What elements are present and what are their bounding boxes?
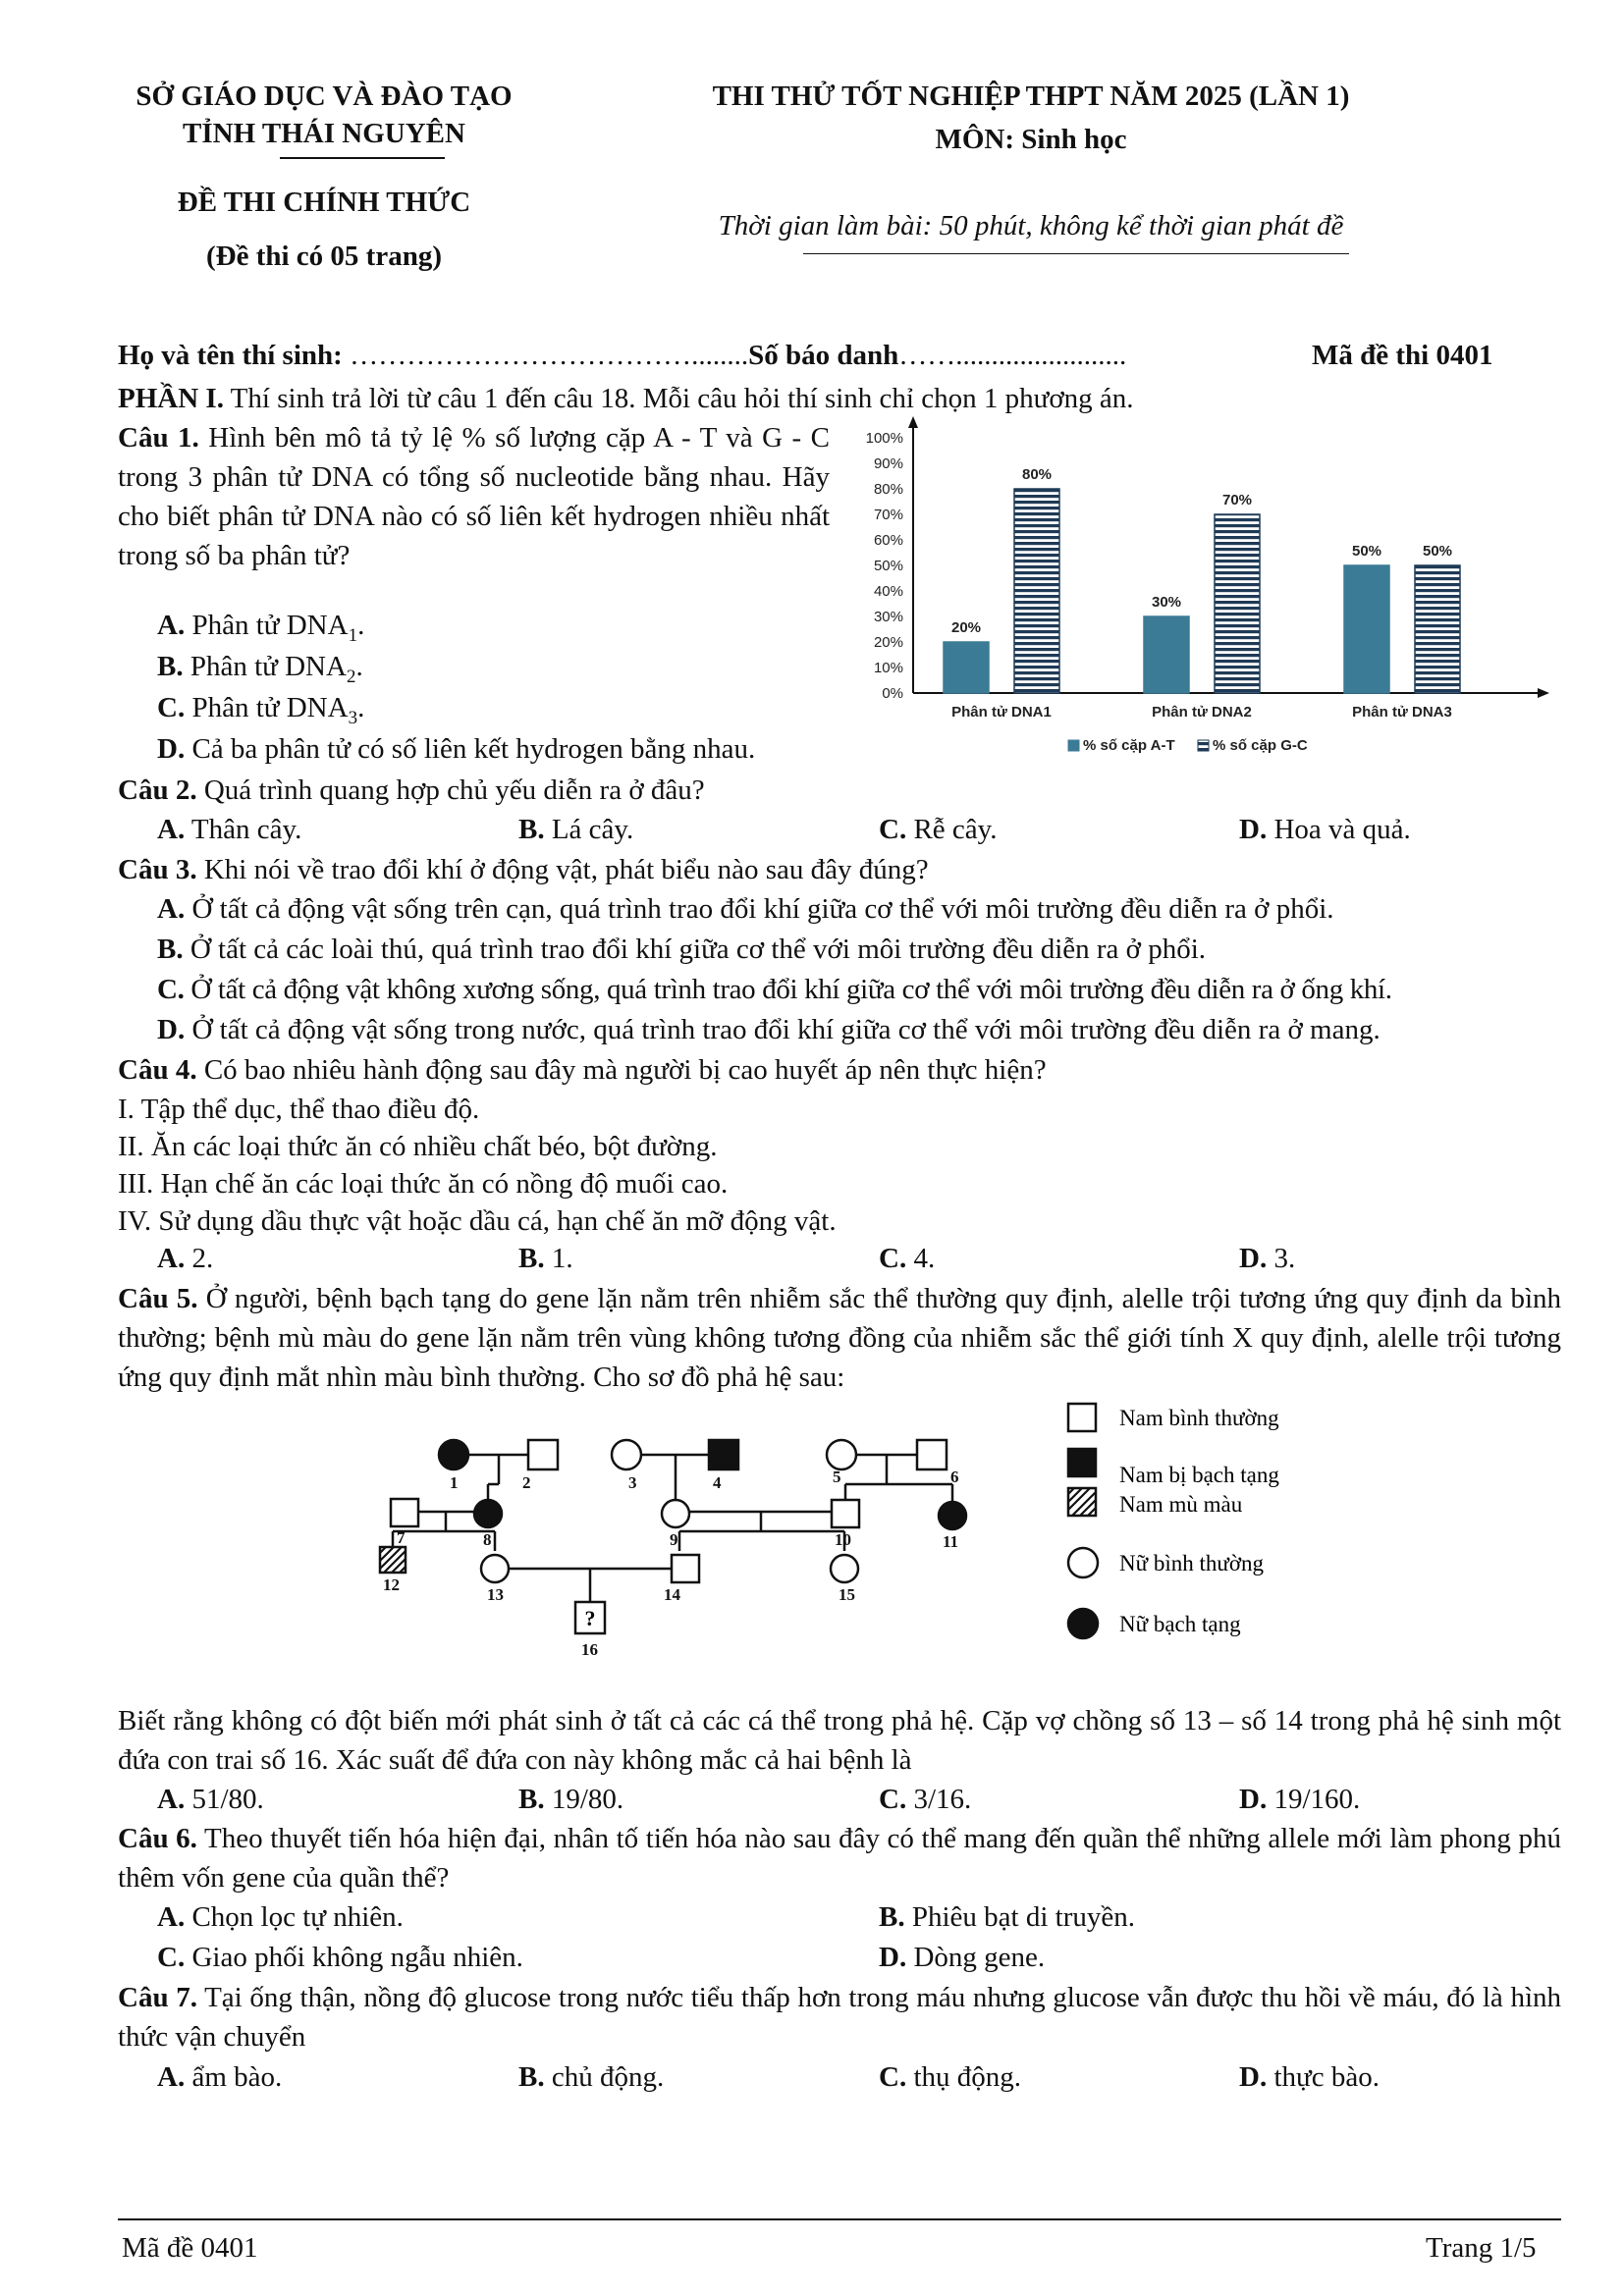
pedigree-individual-5: [827, 1440, 856, 1469]
q1-option-d: D. Cả ba phân tử có số liên kết hydrogen bằng nhau.: [157, 733, 756, 765]
y-tick-label: 0%: [882, 685, 903, 702]
label-11: 11: [943, 1532, 959, 1551]
q3-option-b: B. Ở tất cả các loài thú, quá trình trao đổi khí giữa cơ thể với môi trường đều diễn ra ở phổi.: [157, 934, 1207, 965]
legend-label: % số cặp A-T: [1083, 737, 1175, 754]
bar-value-label: 50%: [1422, 543, 1453, 560]
pedigree-individual-11: [939, 1502, 966, 1529]
q1-option-c: C. Phân tử $DNA_3$.: [157, 692, 365, 728]
label-4: 4: [713, 1473, 722, 1492]
legend-swatch: [1068, 740, 1079, 751]
question-7: Câu 7. Tại ống thận, nồng độ glucose trong nước tiểu thấp hơn trong máu nhưng glucose vẫn được thu hồi về máu, đó là hình thức vận chuyển: [118, 1982, 1561, 2053]
department-name: SỞ GIÁO DỤC VÀ ĐÀO TẠO: [135, 80, 513, 112]
q2-option-b: B. Lá cây.: [518, 814, 634, 845]
pedigree-individual-3: [612, 1440, 641, 1469]
label-5: 5: [833, 1468, 841, 1486]
pedigree-individual-1: [439, 1440, 468, 1469]
pedigree-individual-14: [672, 1555, 699, 1582]
page-count-note: (Đề thi có 05 trang): [205, 240, 442, 272]
q7-option-b: B. chủ động.: [518, 2061, 665, 2093]
label-7: 7: [397, 1528, 406, 1547]
chart-bar: [1415, 565, 1460, 693]
q1-option-b: B. Phân tử $DNA_2$.: [157, 651, 363, 687]
q5-option-c: C. 3/16.: [879, 1784, 972, 1815]
pedigree-chart: [363, 1394, 1306, 1688]
question-5: Câu 5. Ở người, bệnh bạch tạng do gene lặn nằm trên nhiễm sắc thể thường quy định, alelle trội tương ứng quy định da bình thường; bệnh mù màu do gene lặn nằm trên vùng không tương đồng của nhiễm sắc thể giới tính X quy định, alelle trội tương ứng quy định mắt nhìn màu bình thường. Cho sơ đồ phả hệ sau:: [118, 1283, 1562, 1393]
y-tick-label: 10%: [873, 660, 903, 676]
time-note: Thời gian làm bài: 50 phút, không kể thời gian phát đề: [718, 210, 1344, 241]
q7-option-a: A. ẩm bào.: [157, 2061, 283, 2093]
label-8: 8: [483, 1530, 492, 1549]
bar-value-label: 70%: [1221, 492, 1253, 508]
bar-value-label: 20%: [950, 619, 982, 636]
pedigree-individual-8: [474, 1500, 502, 1527]
label-3: 3: [628, 1473, 637, 1492]
province-name: TỈNH THÁI NGUYÊN: [183, 118, 465, 149]
question-2: Câu 2. Quá trình quang hợp chủ yếu diễn ra ở đâu?: [118, 774, 705, 806]
y-axis-arrow: [908, 416, 918, 428]
pedigree-individual-13: [481, 1555, 509, 1582]
q5-option-d: D. 19/160.: [1239, 1784, 1361, 1815]
legend-albino-female: Nữ bạch tạng: [1119, 1612, 1241, 1636]
x-category-label: Phân tử DNA2: [1152, 704, 1252, 721]
question-4: Câu 4. Có bao nhiêu hành động sau đây mà người bị cao huyết áp nên thực hiện?: [118, 1054, 1047, 1086]
label-1: 1: [450, 1473, 459, 1492]
y-tick-label: 40%: [873, 583, 903, 600]
y-tick-label: 60%: [873, 532, 903, 549]
footer-page-number: Trang 1/5: [1426, 2232, 1537, 2264]
q4-statement-1: I. Tập thể dục, thể thao điều độ.: [118, 1094, 480, 1125]
pedigree-individual-7: [391, 1499, 418, 1526]
q6-option-d: D. Dòng gene.: [879, 1942, 1046, 1973]
question-1: [118, 418, 830, 575]
unknown-mark: ?: [584, 1606, 596, 1630]
q4-option-b: B. 1.: [518, 1243, 573, 1274]
legend-swatch: [1198, 740, 1209, 751]
candidate-number-field: ……........................: [898, 340, 1127, 371]
q3-option-d: D. Ở tất cả động vật sống trong nước, quá trình trao đổi khí giữa cơ thể với môi trường đều diễn ra ở mang.: [157, 1014, 1380, 1045]
q2-option-a: A. Thân cây.: [157, 814, 302, 845]
x-axis-arrow: [1538, 688, 1549, 698]
bar-value-label: 50%: [1351, 543, 1382, 560]
chart-bar: [944, 642, 989, 693]
header-right-underline: [803, 253, 1349, 254]
q4-statement-3: III. Hạn chế ăn các loại thức ăn có nồng độ muối cao.: [118, 1168, 729, 1200]
legend-normal-female-icon: [1068, 1548, 1098, 1577]
label-14: 14: [664, 1585, 680, 1604]
q4-option-d: D. 3.: [1239, 1243, 1296, 1274]
legend-albino-male: Nam bị bạch tạng: [1119, 1463, 1279, 1487]
candidate-name-field: ………………………………........: [342, 340, 749, 371]
candidate-name-label: Họ và tên thí sinh:: [118, 340, 343, 371]
question-3: Câu 3. Khi nói về trao đổi khí ở động vật, phát biểu nào sau đây đúng?: [118, 854, 929, 885]
q7-option-c: C. thụ động.: [879, 2061, 1022, 2093]
q3-option-c: C. Ở tất cả động vật không xương sống, quá trình trao đổi khí giữa cơ thể với môi trường đều diễn ra ở ống khí.: [157, 974, 1392, 1005]
chart-bar: [1215, 514, 1260, 693]
legend-normal-male: Nam bình thường: [1119, 1406, 1279, 1430]
q2-option-d: D. Hoa và quả.: [1239, 814, 1411, 845]
exam-code: Mã đề thi 0401: [1312, 340, 1493, 371]
legend-colorblind-male: Nam mù màu: [1119, 1492, 1243, 1517]
dna-base-pair-chart: [854, 412, 1561, 766]
y-tick-label: 30%: [873, 609, 903, 625]
chart-bar: [1344, 565, 1389, 693]
y-tick-label: 90%: [873, 455, 903, 472]
part1-instruction: PHẦN I. Thí sinh trả lời từ câu 1 đến câu 18. Mỗi câu hỏi thí sinh chỉ chọn 1 phương án.: [118, 383, 1134, 414]
q6-option-c: C. Giao phối không ngẫu nhiên.: [157, 1942, 523, 1973]
y-tick-label: 50%: [873, 558, 903, 574]
x-category-label: Phân tử DNA3: [1352, 704, 1452, 721]
legend-normal-female: Nữ bình thường: [1119, 1551, 1264, 1575]
chart-bar: [1144, 616, 1189, 693]
pedigree-individual-10: [832, 1500, 859, 1527]
q6-option-b: B. Phiêu bạt di truyền.: [879, 1901, 1135, 1933]
q6-option-a: A. Chọn lọc tự nhiên.: [157, 1901, 404, 1933]
chart-bar: [1014, 489, 1059, 693]
q7-option-d: D. thực bào.: [1239, 2061, 1380, 2093]
q4-option-a: A. 2.: [157, 1243, 214, 1274]
pedigree-individual-12: [380, 1547, 406, 1573]
q5-option-a: A. 51/80.: [157, 1784, 264, 1815]
exam-title: THI THỬ TỐT NGHIỆP THPT NĂM 2025 (LẦN 1): [712, 80, 1350, 112]
pedigree-individual-6: [917, 1440, 947, 1469]
header-left-underline: [280, 157, 445, 159]
part1-title: PHẦN I.: [118, 383, 224, 414]
y-tick-label: 20%: [873, 634, 903, 651]
question-1-text: Hình bên mô tả tỷ lệ % số lượng cặp A - T và G - C trong 3 phân tử DNA có tổng số nucleotide bằng nhau. Hãy cho biết phân tử DNA nào có số liên kết hydrogen nhiều nhất trong số ba phân tử?: [118, 422, 830, 571]
bar-value-label: 30%: [1151, 594, 1182, 611]
label-13: 13: [487, 1585, 504, 1604]
q4-statement-2: II. Ăn các loại thức ăn có nhiều chất béo, bột đường.: [118, 1131, 718, 1162]
pedigree-individual-9: [662, 1500, 689, 1527]
q1-option-a: A. Phân tử $DNA_1$.: [157, 610, 365, 646]
pedigree-individual-15: [831, 1555, 858, 1582]
q4-statement-4: IV. Sử dụng dầu thực vật hoặc dầu cá, hạn chế ăn mỡ động vật.: [118, 1205, 837, 1237]
label-15: 15: [839, 1585, 855, 1604]
official-exam-label: ĐỀ THI CHÍNH THỨC: [177, 187, 471, 218]
label-16: 16: [581, 1640, 598, 1659]
candidate-number-label: Số báo danh: [748, 340, 899, 371]
legend-label: % số cặp G-C: [1213, 737, 1308, 754]
footer-rule: [118, 2218, 1561, 2220]
q2-option-c: C. Rễ cây.: [879, 814, 998, 845]
chart-bars: [944, 489, 1460, 693]
question-1-label: Câu 1.: [118, 422, 199, 454]
question-5-continued: Biết rằng không có đột biến mới phát sinh ở tất cả các cá thể trong phả hệ. Cặp vợ chồng số 13 – số 14 trong phả hệ sinh một đứa con trai số 16. Xác suất để đứa con này không mắc cả hai bệnh là: [118, 1705, 1561, 1776]
bar-value-label: 80%: [1021, 466, 1053, 483]
y-tick-label: 70%: [873, 507, 903, 523]
candidate-line: [118, 336, 1126, 375]
subject-title: MÔN: Sinh học: [935, 124, 1127, 155]
q3-option-a: A. Ở tất cả động vật sống trên cạn, quá trình trao đổi khí giữa cơ thể với môi trường đều diễn ra ở phổi.: [157, 893, 1334, 925]
legend-normal-male-icon: [1068, 1404, 1096, 1431]
label-9: 9: [670, 1530, 678, 1549]
chart-legend: [1068, 737, 1308, 754]
y-tick-label: 100%: [865, 430, 903, 447]
x-category-label: Phân tử DNA1: [951, 704, 1052, 721]
legend-albino-male-icon: [1068, 1449, 1096, 1476]
label-2: 2: [522, 1473, 531, 1492]
q5-option-b: B. 19/80.: [518, 1784, 624, 1815]
label-10: 10: [835, 1530, 851, 1549]
legend-albino-female-icon: [1068, 1609, 1098, 1638]
q4-option-c: C. 4.: [879, 1243, 936, 1274]
label-6: 6: [950, 1468, 959, 1486]
label-12: 12: [383, 1575, 400, 1594]
footer-exam-code: Mã đề 0401: [122, 2232, 258, 2264]
y-tick-label: 80%: [873, 481, 903, 498]
pedigree-legend: [1068, 1404, 1279, 1638]
pedigree-individual-4: [709, 1440, 738, 1469]
pedigree-individual-2: [528, 1440, 558, 1469]
question-6: Câu 6. Theo thuyết tiến hóa hiện đại, nhân tố tiến hóa nào sau đây có thể mang đến quần thể những allele mới làm phong phú thêm vốn gene của quần thể?: [118, 1823, 1562, 1894]
